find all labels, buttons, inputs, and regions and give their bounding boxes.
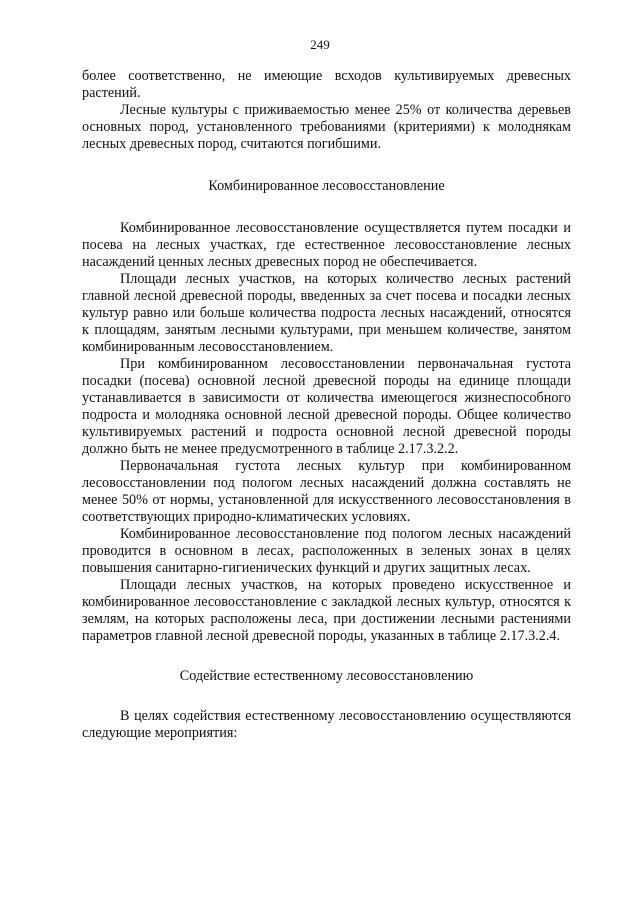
paragraph: Первоначальная густота лесных культур при комбинированном лесовосстановлении под пологом лесных насаждений должна составлять не менее 50% от нормы, установленной для искусственного лесовосстановления в соответствующих природно-климатических условиях. [82,458,571,525]
section-heading-natural-reforestation-assistance: Содействие естественному лесовосстановлению [179,668,474,684]
paragraph: В целях содействия естественному лесовосстановлению осуществляются следующие мероприятия: [82,708,571,741]
paragraph: Площади лесных участков, на которых количество лесных растений главной лесной древесной породы, введенных за счет посева и посадки лесных культур равно или больше количества подроста лесных насаждений, относятся к площадям, занятым лесными культурами, при меньшем количестве, занятом комбинированным лесовосстановлением. [82,271,571,355]
paragraph: При комбинированном лесовосстановлении первоначальная густота посадки (посева) основной лесной древесной породы на единице площади устанавливается в зависимости от количества имеющегося жизнеспособного подроста и молодняка основной лесной древесной породы. Общее количество культивируемых растений и подроста основной лесной древесной породы должно быть не менее предусмотренного в таблице 2.17.3.2.2. [82,356,571,457]
page-number: 249 [310,37,330,52]
paragraph: Комбинированное лесовосстановление под пологом лесных насаждений проводится в основном в лесах, расположенных в зеленых зонах в целях повышения санитарно-гигиенических функций и других защитных лесах. [82,526,571,576]
paragraph-continuation: более соответственно, не имеющие всходов культивируемых древесных растений. [82,68,571,101]
section-heading-combined-reforestation: Комбинированное лесовосстановление [208,178,445,194]
paragraph: Площади лесных участков, на которых проведено искусственное и комбинированное лесовосстановление с закладкой лесных культур, относятся к землям, на которых расположены леса, при достижении лесными растениями параметров главной лесной древесной породы, указанных в таблице 2.17.3.2.4. [82,577,571,644]
page-content [82,68,571,742]
paragraph: Лесные культуры с приживаемостью менее 25% от количества деревьев основных пород, установленного требованиями (критериями) к молоднякам лесных древесных пород, считаются погибшими. [82,102,571,152]
paragraph: Комбинированное лесовосстановление осуществляется путем посадки и посева на лесных участках, где естественное лесовосстановление лесных насаждений ценных лесных древесных пород не обеспечивается. [82,220,571,270]
